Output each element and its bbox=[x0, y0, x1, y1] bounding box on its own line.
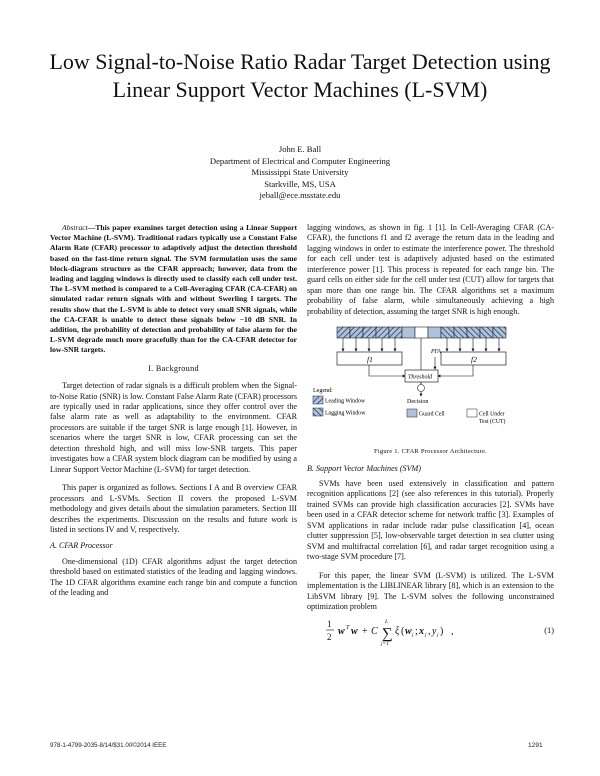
f1-label: f1 bbox=[367, 355, 373, 365]
abstract-text: —This paper examines target detection using a Linear Support Vector Machine (L-SVM). Traditional radars typically use a Constant False Alarm Rate (CFAR) processor to adaptively adjust the detection threshold based on the fast-time return signal. The SVM formulation uses the same block-diagram structure as the CFAR approach; however, data from the leading and lagging windows is directly used to classify each cell under test. The L-SVM method is compared to a Cell-Averaging CFAR (CA-CFAR) on simulated radar return signals with and without Swerling I targets. The results show that the L-SVM is able to detect very small SNR signals, while the CA-CFAR is unable to detect these signals below −10 dB SNR. In addition, the probability of detection and probability of false alarm for the L-SVM degrade much more gracefully than for the CA-CFAR detector for low-SNR targets. bbox=[50, 223, 297, 355]
svg-text:;: ; bbox=[415, 626, 418, 638]
legend-cut-label-2: Test (CUT) bbox=[479, 419, 506, 426]
svg-text:j: j bbox=[425, 632, 427, 639]
svg-text:j: j bbox=[437, 632, 439, 639]
figure-caption: Figure 1. CFAR Processor Architecture. bbox=[374, 448, 487, 456]
equation-formula bbox=[325, 615, 475, 647]
subsection-heading-cfar: A. CFAR Processor bbox=[50, 541, 113, 551]
pfa-label: PFA bbox=[431, 349, 441, 356]
legend-leading-swatch bbox=[313, 396, 323, 404]
author-name: John E. Ball bbox=[278, 144, 322, 154]
author-university: Mississippi State University bbox=[251, 167, 349, 177]
svm-paragraph-2: For this paper, the linear SVM (L-SVM) is utilized. The L-SVM implementation is the LIBLINEAR library [8], which is an extension to the LibSVM library [9]. The L-SVM solves the following unconstrained optimization problem bbox=[307, 570, 554, 611]
abstract-label: Abstract bbox=[62, 223, 88, 232]
legend-title: Legend: bbox=[313, 388, 333, 395]
equation-1 bbox=[307, 615, 554, 647]
svg-text:1: 1 bbox=[327, 619, 332, 630]
author-location: Starkville, MS, USA bbox=[264, 178, 336, 189]
left-column bbox=[50, 223, 297, 599]
svg-text:w: w bbox=[405, 626, 412, 638]
author-block bbox=[150, 144, 450, 202]
svg-text:): ) bbox=[440, 626, 444, 638]
svg-text:j: j bbox=[412, 632, 414, 639]
author-department: Department of Electrical and Computer Engineering bbox=[209, 155, 391, 166]
right-column bbox=[307, 223, 554, 647]
legend-lagging-swatch bbox=[313, 408, 323, 416]
svg-text:2: 2 bbox=[327, 632, 332, 643]
svg-text:+: + bbox=[362, 626, 368, 638]
svg-text:C: C bbox=[371, 626, 378, 638]
cfar-paragraph-continued: lagging windows, as shown in fig. 1 [1]. In Cell-Averaging CFAR (CA-CFAR), the functions f1 and f2 average the return data in the leading and lagging windows in order to estimate the interference power. The threshold for each cell under test is adaptively adjusted based on the estimated interference power [1]. This process is repeated for each range bin. The guard cells on either side for the cell under test (CUT) allow for targets that span more than one range bin. The CFAR algorithms set a maximum probability of false alarm, while simultaneously achieving a high probability of detection, assuming the target SNR is high enough. bbox=[307, 223, 554, 316]
cfar-diagram bbox=[307, 323, 554, 443]
svg-text:w: w bbox=[351, 626, 358, 638]
svg-text:ξ: ξ bbox=[395, 626, 400, 638]
range-cells-row bbox=[337, 327, 506, 338]
footer-page-number: 1291 bbox=[528, 742, 543, 749]
paper-title: Low Signal-to-Noise Ratio Radar Target Detection using Linear Support Vector Machines (L-SVM) bbox=[49, 49, 551, 102]
svg-text:j=1: j=1 bbox=[381, 641, 389, 648]
svm-paragraph-1: SVMs have been used extensively in classification and pattern recognition applications [2] (see also references in this tutorial). Properly trained SVMs can provide high classification accuracies [2]. SVMs have been used in a CFAR detector scheme for network traffic [3]. Examples of SVM applications in radar include radar pulse classification [4], ocean clutter suppression [5], low-observable target detection in sea clutter using SVM and multifractal correlation [6], and radar target recognition using a two-stage SVM procedure [7]. bbox=[307, 478, 554, 562]
legend-cut-label-1: Cell Under bbox=[479, 411, 505, 418]
svg-text:,: , bbox=[428, 626, 431, 638]
equation-number: (1) bbox=[544, 626, 554, 636]
figure-cfar-architecture bbox=[307, 323, 554, 443]
abstract bbox=[50, 223, 297, 356]
svg-text:T: T bbox=[346, 625, 350, 632]
section-heading-background: I. Background bbox=[148, 363, 199, 373]
svg-text:L: L bbox=[385, 619, 389, 626]
svg-text:∑: ∑ bbox=[382, 626, 393, 643]
subsection-heading-svm: B. Support Vector Machines (SVM) bbox=[307, 463, 421, 473]
legend-cut-swatch bbox=[467, 409, 477, 417]
legend-lagging-label: Lagging Window bbox=[325, 410, 366, 417]
cfar-paragraph-1: One-dimensional (1D) CFAR algorithms adjust the target detection threshold based on estimated statistics of the leading and lagging windows. The 1D CFAR algorithms examine each range bin and compute a function of the leading and bbox=[50, 556, 297, 598]
svg-text:w: w bbox=[338, 626, 345, 638]
legend-guard-label: Guard Cell bbox=[419, 411, 445, 418]
svg-text:x: x bbox=[419, 626, 424, 638]
footer-copyright: 978-1-4799-2035-8/14/$31.00©2014 IEEE bbox=[50, 742, 167, 749]
svg-text:,: , bbox=[451, 626, 454, 638]
author-email: jeball@ece.msstate.edu bbox=[259, 190, 341, 200]
f2-label: f2 bbox=[471, 355, 477, 365]
threshold-label: Threshold bbox=[408, 374, 433, 381]
comparator-node bbox=[418, 385, 425, 392]
background-paragraph-1: Target detection of radar signals is a difficult problem when the Signal-to-Noise Ratio (SNR) is low. Constant False Alarm Rate (CFAR) processors are typically used in radar applications, since they offer control over the false alarm rate as well as adaptability to the environment. CFAR processors are suitable if the target SNR is large enough [1]. However, in scenarios where the target SNR is low, CFAR processing can set the detection threshold high, and will miss low-SNR targets. This paper investigates how a CFAR system block diagram can be modified by using a Linear Support Vector Machine (L-SVM) for target detection. bbox=[50, 381, 297, 474]
background-paragraph-2: This paper is organized as follows. Sections I A and B overview CFAR processors and L-SVMs. Section II covers the proposed L-SVM methodology and gives details about the simulation parameters. Section III describes the experiments. Discussion on the results and future work is listed in sections IV and V, respectively. bbox=[50, 483, 297, 534]
legend-guard-swatch bbox=[407, 409, 417, 417]
svg-text:(: ( bbox=[401, 626, 405, 638]
svg-text:y: y bbox=[432, 626, 437, 638]
legend-leading-label: Leading Window bbox=[325, 398, 366, 405]
decision-label: Decision bbox=[407, 399, 429, 406]
